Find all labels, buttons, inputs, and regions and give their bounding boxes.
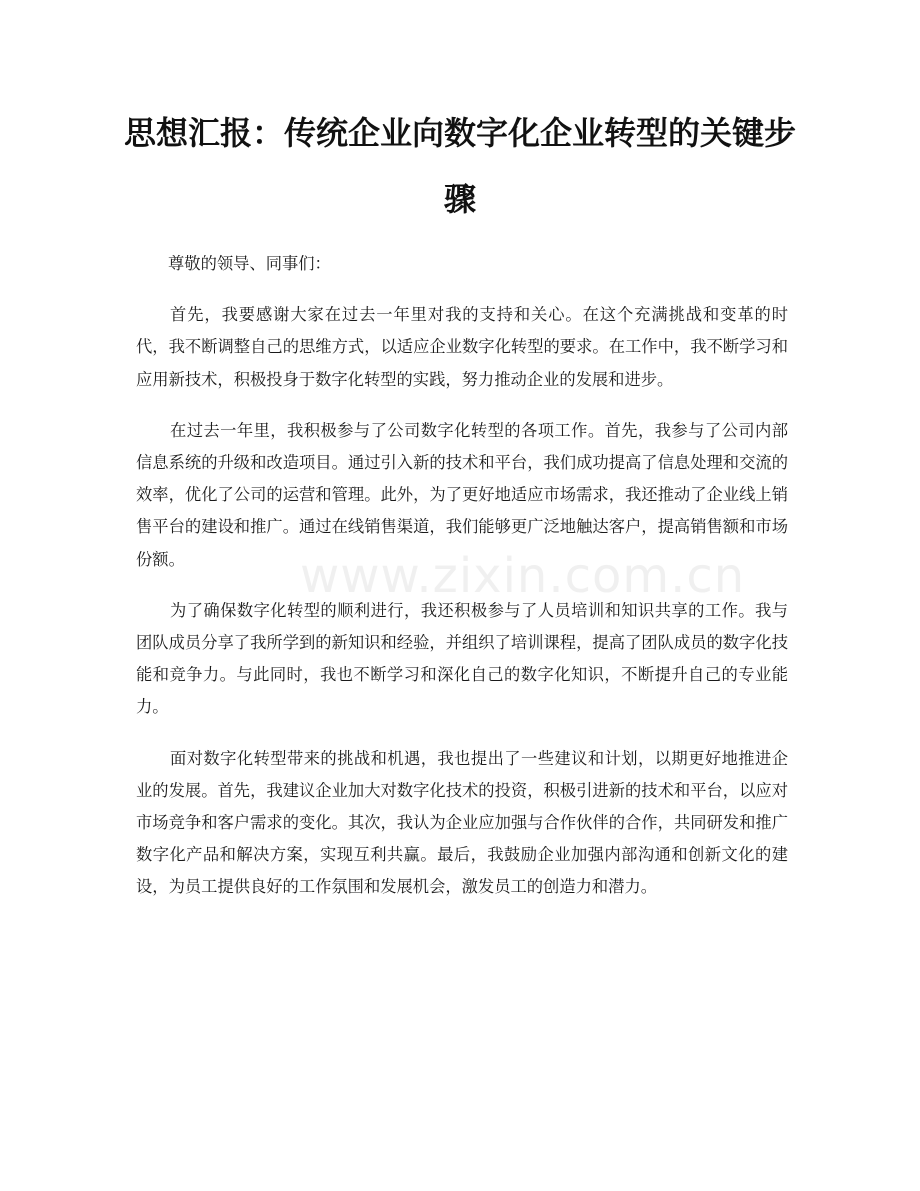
document-body (136, 248, 788, 904)
paragraph-3: 为了确保数字化转型的顺利进行，我还积极参与了人员培训和知识共享的工作。我与团队成员分享了我所学到的新知识和经验，并组织了培训课程，提高了团队成员的数字化技能和竞争力。与此同时，我也不断学习和深化自己的数字化知识，不断提升自己的专业能力。 (136, 600, 788, 717)
watermark: www.zixin.com.cn (300, 548, 746, 604)
document-title: 思想汇报：传统企业向数字化企业转型的关键步骤 (123, 114, 796, 218)
greeting: 尊敬的领导、同事们： (168, 254, 331, 273)
paragraph-2: 在过去一年里，我积极参与了公司数字化转型的各项工作。首先，我参与了公司内部信息系统的升级和改造项目。通过引入新的技术和平台，我们成功提高了信息处理和交流的效率，优化了公司的运营和管理。此外，为了更好地适应市场需求，我还推动了企业线上销售平台的建设和推广。通过在线销售渠道，我们能够更广泛地触达客户，提高销售额和市场份额。 (136, 420, 788, 569)
paragraph-1: 首先，我要感谢大家在过去一年里对我的支持和关心。在这个充满挑战和变革的时代，我不断调整自己的思维方式，以适应企业数字化转型的要求。在工作中，我不断学习和应用新技术，积极投身于数字化转型的实践，努力推动企业的发展和进步。 (136, 305, 788, 389)
paragraph-4: 面对数字化转型带来的挑战和机遇，我也提出了一些建议和计划，以期更好地推进企业的发展。首先，我建议企业加大对数字化技术的投资，积极引进新的技术和平台，以应对市场竞争和客户需求的变化。其次，我认为企业应加强与合作伙伴的合作，共同研发和推广数字化产品和解决方案，实现互利共赢。最后，我鼓励企业加强内部沟通和创新文化的建设，为员工提供良好的工作氛围和发展机会，激发员工的创造力和潜力。 (136, 748, 788, 897)
